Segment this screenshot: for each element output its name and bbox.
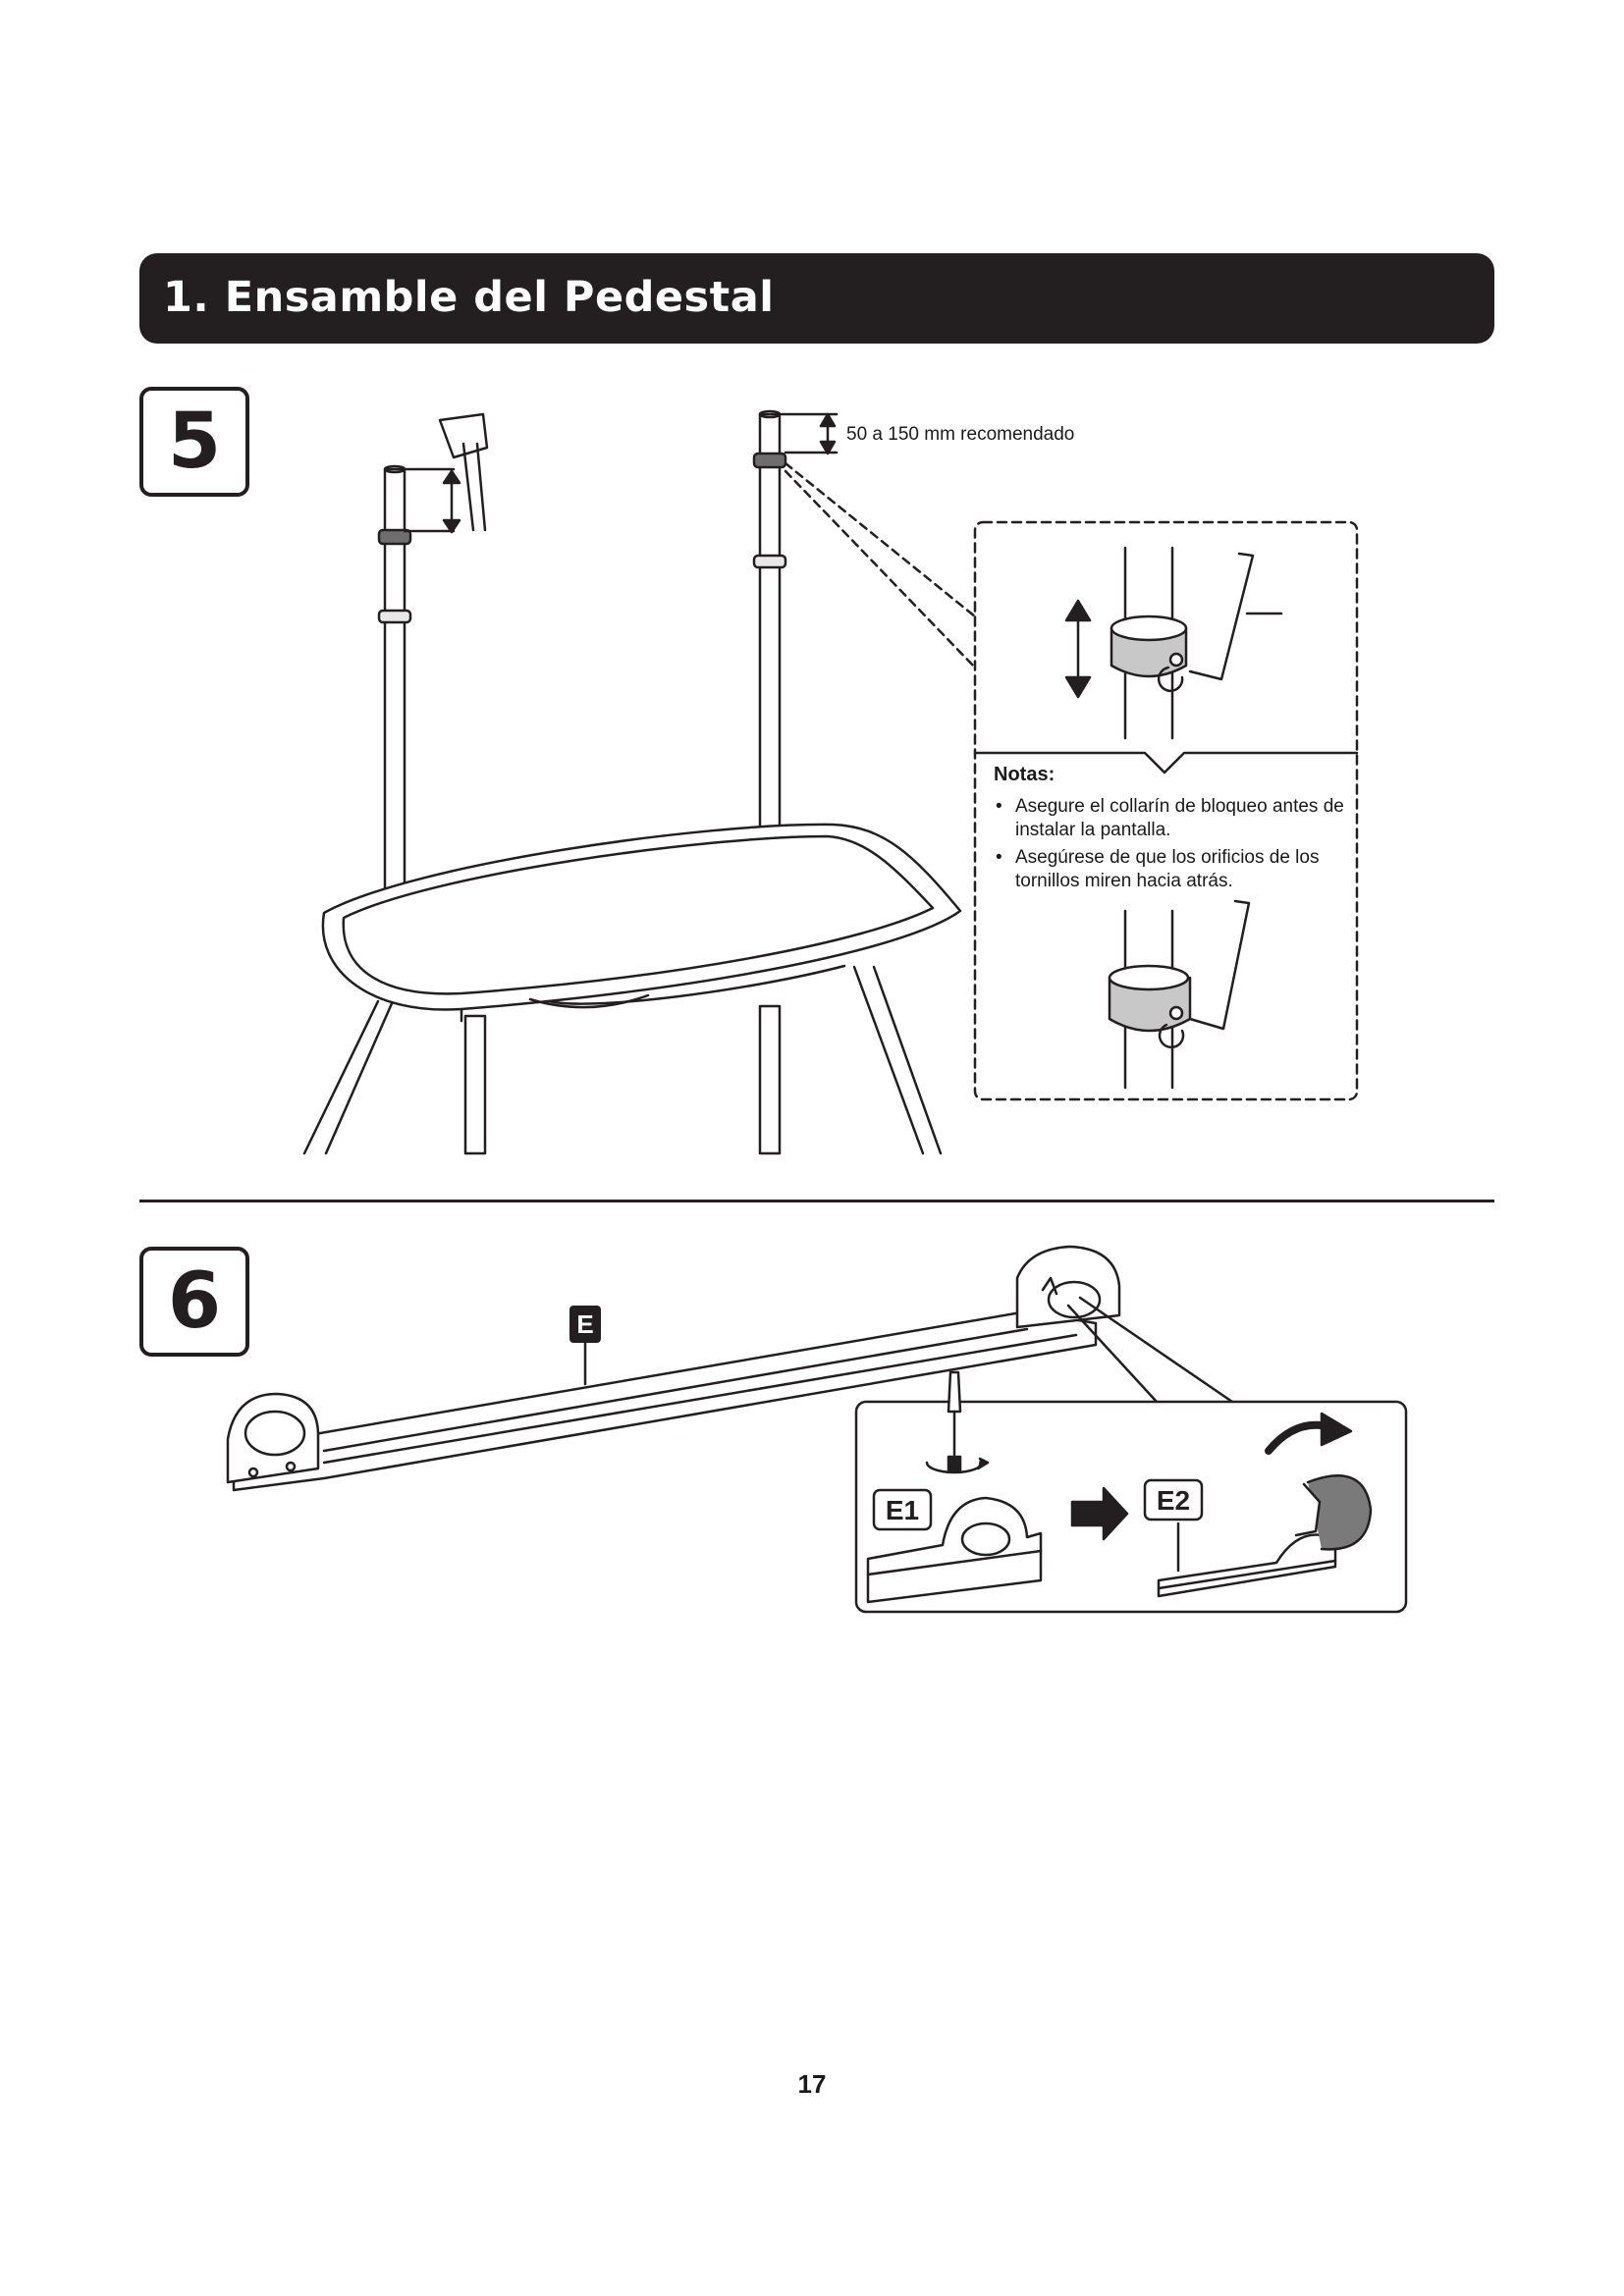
dimension-label: 50 a 150 mm recomendado: [846, 424, 1075, 445]
part-e-label: E: [576, 1309, 594, 1339]
page-number: 17: [797, 2069, 827, 2099]
e1-label: E1: [885, 1495, 920, 1525]
stand-illustration: [304, 411, 960, 1153]
note-item: • Asegure el collarín de bloqueo antes de instalar la pantalla.: [992, 795, 1365, 842]
notes-title: Notas:: [994, 764, 1056, 785]
section-title: 1. Ensamble del Pedestal: [163, 273, 775, 322]
height-adjust-icon: [405, 414, 487, 532]
notes-list: [992, 795, 1365, 897]
note-item: • Asegúrese de que los orificios de los tornillos miren hacia atrás.: [992, 846, 1365, 893]
dimension-arrow: [782, 414, 837, 454]
step-5-number: 5: [167, 398, 222, 486]
e2-label: E2: [1156, 1485, 1191, 1516]
step-6-number: 6: [167, 1257, 222, 1346]
